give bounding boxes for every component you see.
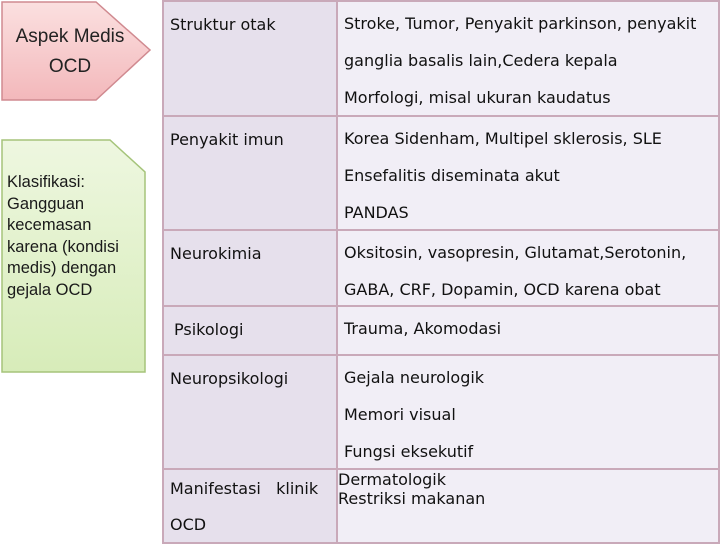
table-row xyxy=(163,469,719,543)
table-row xyxy=(163,355,719,469)
category-cell xyxy=(163,469,337,543)
details-cell xyxy=(337,355,719,469)
category-cell xyxy=(163,116,337,230)
category-label: OCD xyxy=(170,515,207,534)
detail-line: Fungsi eksekutif xyxy=(344,442,474,461)
detail-line: Dermatologik xyxy=(338,470,447,489)
classification-text: Klasifikasi: Gangguan kecemasan karena (kondisi medis) dengan gejala OCD xyxy=(7,173,119,299)
category-label: Struktur otak xyxy=(170,15,276,34)
category-label: Neurokimia xyxy=(170,244,262,263)
detail-line: Restriksi makanan xyxy=(338,489,486,508)
table-row xyxy=(163,1,719,116)
category-cell xyxy=(163,1,337,116)
category-cell xyxy=(163,230,337,306)
table-row xyxy=(163,230,719,306)
detail-line: GABA, CRF, Dopamin, OCD karena obat xyxy=(344,280,661,299)
detail-line: ganglia basalis lain,Cedera kepala xyxy=(344,51,618,70)
table-row xyxy=(163,306,719,355)
details-cell xyxy=(337,116,719,230)
detail-line: Korea Sidenham, Multipel sklerosis, SLE xyxy=(344,129,662,148)
detail-line: Ensefalitis diseminata akut xyxy=(344,166,560,185)
details-cell xyxy=(337,1,719,116)
detail-line: Gejala neurologik xyxy=(344,368,485,387)
category-label: Penyakit imun xyxy=(170,130,284,149)
detail-line: Trauma, Akomodasi xyxy=(344,319,502,338)
category-label: Neuropsikologi xyxy=(170,369,289,388)
category-label: Manifestasi klinik xyxy=(170,479,319,498)
detail-line: Morfologi, misal ukuran kaudatus xyxy=(344,88,611,107)
category-cell xyxy=(163,306,337,355)
table-row xyxy=(163,116,719,230)
aspect-table xyxy=(162,0,720,544)
details-cell xyxy=(337,306,719,355)
details-cell xyxy=(337,469,719,543)
aspek-medis-title: Aspek Medis OCD xyxy=(15,26,125,77)
detail-line: PANDAS xyxy=(344,203,409,222)
category-label: Psikologi xyxy=(174,320,244,339)
detail-line: Stroke, Tumor, Penyakit parkinson, penyakit xyxy=(344,14,697,33)
details-cell xyxy=(337,230,719,306)
category-cell xyxy=(163,355,337,469)
detail-line: Oksitosin, vasopresin, Glutamat,Serotonin, xyxy=(344,243,687,262)
detail-line: Memori visual xyxy=(344,405,456,424)
